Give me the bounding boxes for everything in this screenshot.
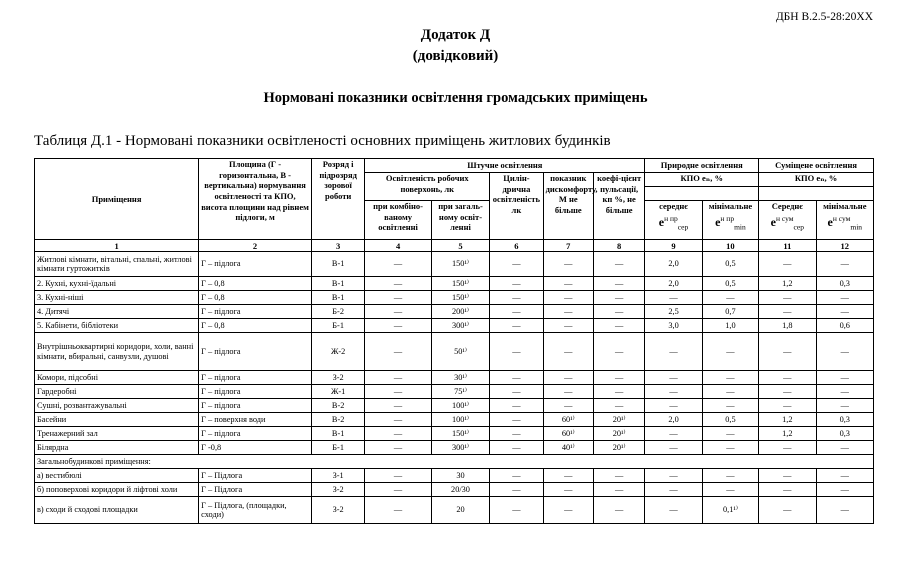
- value-cell: —: [490, 371, 543, 385]
- value-cell: —: [759, 305, 816, 319]
- value-cell: —: [365, 385, 431, 399]
- header-cyl-illum: Цилін-дрична освітленість лк: [490, 173, 543, 240]
- table-row: [35, 319, 874, 333]
- value-cell: —: [645, 371, 702, 385]
- value-cell: —: [490, 427, 543, 441]
- value-cell: —: [645, 291, 702, 305]
- value-cell: 100¹⁾: [431, 413, 489, 427]
- room-name-cell: Житлові кімнати, вітальні, спальні, житлові кімнати гуртожитків: [35, 252, 199, 277]
- value-cell: —: [816, 305, 873, 319]
- value-cell: В-2: [311, 413, 364, 427]
- value-cell: —: [593, 291, 644, 305]
- header-rooms: Приміщення: [35, 159, 199, 240]
- col-number: 8: [593, 240, 644, 252]
- value-cell: —: [365, 483, 431, 497]
- value-cell: —: [645, 483, 702, 497]
- surface-cell: Г – 0,8: [199, 277, 312, 291]
- column-numbers-row: [35, 240, 874, 252]
- value-cell: 20: [431, 497, 489, 524]
- value-cell: —: [593, 333, 644, 371]
- value-cell: 30: [431, 469, 489, 483]
- value-cell: —: [702, 291, 758, 305]
- header-avg-natural: середнє $e^{н пр}_{сер}$: [645, 201, 702, 240]
- value-cell: 150¹⁾: [431, 277, 489, 291]
- value-cell: —: [365, 399, 431, 413]
- value-cell: З-2: [311, 371, 364, 385]
- value-cell: —: [759, 291, 816, 305]
- table-row: [35, 427, 874, 441]
- room-name-cell: Сушні, розвантажувальні: [35, 399, 199, 413]
- value-cell: 3,0: [645, 319, 702, 333]
- surface-cell: Г – поверхня води: [199, 413, 312, 427]
- value-cell: —: [702, 399, 758, 413]
- value-cell: —: [702, 441, 758, 455]
- surface-cell: Г – Підлога: [199, 483, 312, 497]
- surface-cell: Г – 0,8: [199, 291, 312, 305]
- col-number: 12: [816, 240, 873, 252]
- surface-cell: Г – 0,8: [199, 319, 312, 333]
- value-cell: 20¹⁾: [593, 441, 644, 455]
- value-cell: 2,0: [645, 252, 702, 277]
- value-cell: —: [816, 441, 873, 455]
- value-cell: —: [490, 483, 543, 497]
- value-cell: Б-1: [311, 441, 364, 455]
- value-cell: —: [702, 427, 758, 441]
- surface-cell: Г – підлога: [199, 305, 312, 319]
- value-cell: —: [645, 399, 702, 413]
- value-cell: 2,0: [645, 277, 702, 291]
- value-cell: Ж-1: [311, 385, 364, 399]
- table-row: [35, 399, 874, 413]
- value-cell: 200¹⁾: [431, 305, 489, 319]
- value-cell: 1,2: [759, 427, 816, 441]
- value-cell: —: [816, 385, 873, 399]
- col-number: 10: [702, 240, 758, 252]
- surface-cell: Г -0,8: [199, 441, 312, 455]
- value-cell: —: [645, 385, 702, 399]
- header-workplace-illum: Освітленість робочих поверхонь, лк: [365, 173, 490, 201]
- value-cell: —: [365, 441, 431, 455]
- value-cell: 0,7: [702, 305, 758, 319]
- value-cell: —: [490, 319, 543, 333]
- value-cell: —: [645, 333, 702, 371]
- value-cell: —: [759, 483, 816, 497]
- table-row: [35, 497, 874, 524]
- value-cell: —: [490, 333, 543, 371]
- value-cell: —: [543, 305, 593, 319]
- header-combined: Суміщене освітлення: [759, 159, 874, 173]
- value-cell: —: [816, 333, 873, 371]
- header-with-combined: при комбіно-ваному освітленні: [365, 201, 431, 240]
- section-header: Загальнобудинкові приміщення:: [35, 455, 874, 469]
- norms-table: [34, 158, 874, 524]
- value-cell: —: [593, 252, 644, 277]
- value-cell: —: [593, 483, 644, 497]
- value-cell: —: [365, 413, 431, 427]
- value-cell: В-1: [311, 277, 364, 291]
- value-cell: —: [593, 497, 644, 524]
- value-cell: —: [365, 497, 431, 524]
- value-cell: —: [816, 371, 873, 385]
- value-cell: 1,8: [759, 319, 816, 333]
- value-cell: 60¹⁾: [543, 427, 593, 441]
- header-kpo-natural: КПО еₙ, %: [645, 173, 759, 187]
- value-cell: 300¹⁾: [431, 319, 489, 333]
- room-name-cell: Внутрішньоквартирні коридори, холи, ванні кімнати, вбиральні, санвузли, душові: [35, 333, 199, 371]
- value-cell: —: [759, 497, 816, 524]
- room-name-cell: 4. Дитячі: [35, 305, 199, 319]
- value-cell: —: [543, 483, 593, 497]
- value-cell: 75¹⁾: [431, 385, 489, 399]
- value-cell: З-2: [311, 497, 364, 524]
- value-cell: —: [365, 469, 431, 483]
- value-cell: 20¹⁾: [593, 427, 644, 441]
- value-cell: —: [543, 469, 593, 483]
- surface-cell: Г – підлога: [199, 385, 312, 399]
- table-row: [35, 305, 874, 319]
- value-cell: —: [816, 399, 873, 413]
- value-cell: —: [759, 385, 816, 399]
- room-name-cell: Басейни: [35, 413, 199, 427]
- value-cell: —: [645, 441, 702, 455]
- value-cell: —: [645, 427, 702, 441]
- surface-cell: Г – підлога: [199, 333, 312, 371]
- col-number: 11: [759, 240, 816, 252]
- value-cell: —: [702, 371, 758, 385]
- col-number: 5: [431, 240, 489, 252]
- value-cell: —: [543, 252, 593, 277]
- header-category: Розряд і підрозряд зорової роботи: [311, 159, 364, 240]
- value-cell: 0,3: [816, 427, 873, 441]
- value-cell: 1,0: [702, 319, 758, 333]
- surface-cell: Г – підлога: [199, 252, 312, 277]
- col-number: 7: [543, 240, 593, 252]
- value-cell: —: [365, 305, 431, 319]
- value-cell: —: [365, 427, 431, 441]
- table-row: [35, 483, 874, 497]
- surface-cell: Г – Підлога, (площадки, сходи): [199, 497, 312, 524]
- value-cell: Б-1: [311, 319, 364, 333]
- value-cell: В-1: [311, 291, 364, 305]
- value-cell: —: [365, 371, 431, 385]
- value-cell: 30¹⁾: [431, 371, 489, 385]
- value-cell: —: [543, 385, 593, 399]
- value-cell: Ж-2: [311, 333, 364, 371]
- value-cell: —: [365, 319, 431, 333]
- section-header-row: [35, 455, 874, 469]
- col-number: 9: [645, 240, 702, 252]
- value-cell: В-1: [311, 252, 364, 277]
- col-number: 2: [199, 240, 312, 252]
- header-natural: Природне освітлення: [645, 159, 759, 173]
- value-cell: —: [759, 441, 816, 455]
- value-cell: 150¹⁾: [431, 427, 489, 441]
- room-name-cell: а) вестибюлі: [35, 469, 199, 483]
- value-cell: 0,3: [816, 277, 873, 291]
- value-cell: 0,3: [816, 413, 873, 427]
- value-cell: —: [816, 469, 873, 483]
- value-cell: Б-2: [311, 305, 364, 319]
- value-cell: —: [543, 399, 593, 413]
- header-min-natural: мінімальне $e^{н пр}_{min}$: [702, 201, 758, 240]
- value-cell: —: [490, 291, 543, 305]
- value-cell: —: [816, 497, 873, 524]
- col-number: 1: [35, 240, 199, 252]
- col-number: 4: [365, 240, 431, 252]
- value-cell: 60¹⁾: [543, 413, 593, 427]
- value-cell: —: [365, 252, 431, 277]
- value-cell: —: [702, 333, 758, 371]
- table-row: [35, 277, 874, 291]
- value-cell: —: [543, 333, 593, 371]
- table-row: [35, 291, 874, 305]
- value-cell: —: [593, 319, 644, 333]
- value-cell: —: [490, 305, 543, 319]
- table-caption: Таблиця Д.1 - Нормовані показники освітленості основних приміщень житлових будинків: [34, 133, 611, 149]
- header-surface: Площина (Г - горизонтальна, В - вертикальна) нормування освітленості та КПО, висота площини над рівнем підлоги, м: [199, 159, 312, 240]
- value-cell: 0,5: [702, 277, 758, 291]
- value-cell: —: [365, 333, 431, 371]
- value-cell: —: [759, 252, 816, 277]
- table-row: [35, 441, 874, 455]
- document-code: ДБН В.2.5-28:20ХХ: [775, 11, 873, 23]
- value-cell: —: [543, 371, 593, 385]
- room-name-cell: 5. Кабінети, бібліотеки: [35, 319, 199, 333]
- value-cell: 20¹⁾: [593, 413, 644, 427]
- value-cell: —: [365, 277, 431, 291]
- room-name-cell: Білярдна: [35, 441, 199, 455]
- value-cell: —: [759, 371, 816, 385]
- value-cell: —: [490, 469, 543, 483]
- value-cell: 100¹⁾: [431, 399, 489, 413]
- value-cell: 2,5: [645, 305, 702, 319]
- col-number: 3: [311, 240, 364, 252]
- value-cell: —: [645, 497, 702, 524]
- value-cell: —: [759, 469, 816, 483]
- table-row: [35, 333, 874, 371]
- surface-cell: Г – підлога: [199, 427, 312, 441]
- room-name-cell: Гардеробні: [35, 385, 199, 399]
- table-body: [35, 252, 874, 524]
- value-cell: —: [490, 399, 543, 413]
- header-avg-combined: Середнє $e^{н сум}_{сер}$: [759, 201, 816, 240]
- header-pulsation: коефі-цієнт пульсації, кп %, не більше: [593, 173, 644, 240]
- value-cell: 0,5: [702, 413, 758, 427]
- appendix-subtitle: (довідковий): [412, 48, 499, 64]
- value-cell: —: [543, 277, 593, 291]
- surface-cell: Г – підлога: [199, 371, 312, 385]
- header-artificial: Штучне освітлення: [365, 159, 645, 173]
- value-cell: —: [543, 319, 593, 333]
- value-cell: В-2: [311, 399, 364, 413]
- value-cell: —: [816, 252, 873, 277]
- surface-cell: Г – підлога: [199, 399, 312, 413]
- value-cell: —: [365, 291, 431, 305]
- table-row: [35, 252, 874, 277]
- value-cell: —: [490, 413, 543, 427]
- value-cell: —: [759, 333, 816, 371]
- room-name-cell: Тренажерний зал: [35, 427, 199, 441]
- value-cell: 0,6: [816, 319, 873, 333]
- table-row: [35, 371, 874, 385]
- value-cell: З-1: [311, 469, 364, 483]
- value-cell: —: [543, 497, 593, 524]
- value-cell: В-1: [311, 427, 364, 441]
- header-discomfort: показник дискомфорту, М не більше: [543, 173, 593, 240]
- value-cell: —: [702, 385, 758, 399]
- value-cell: —: [593, 305, 644, 319]
- room-name-cell: 3. Кухні-ніші: [35, 291, 199, 305]
- header-min-combined: мінімальне $e^{н сум}_{min}$: [816, 201, 873, 240]
- value-cell: 0,5: [702, 252, 758, 277]
- value-cell: 50¹⁾: [431, 333, 489, 371]
- value-cell: —: [759, 399, 816, 413]
- value-cell: —: [593, 469, 644, 483]
- value-cell: 40¹⁾: [543, 441, 593, 455]
- main-title: Нормовані показники освітлення громадських приміщень: [263, 90, 648, 106]
- value-cell: —: [593, 371, 644, 385]
- room-name-cell: в) сходи й сходові площадки: [35, 497, 199, 524]
- value-cell: —: [702, 483, 758, 497]
- table-row: [35, 385, 874, 399]
- surface-cell: Г – Підлога: [199, 469, 312, 483]
- value-cell: З-2: [311, 483, 364, 497]
- value-cell: 2,0: [645, 413, 702, 427]
- header-kpo-combined: КПО еₙ, %: [759, 173, 874, 187]
- value-cell: 150¹⁾: [431, 252, 489, 277]
- value-cell: —: [816, 291, 873, 305]
- value-cell: —: [593, 399, 644, 413]
- value-cell: 20/30: [431, 483, 489, 497]
- room-name-cell: Комори, підсобні: [35, 371, 199, 385]
- value-cell: 1,2: [759, 413, 816, 427]
- value-cell: —: [593, 385, 644, 399]
- header-with-general: при загаль-ному освіт-ленні: [431, 201, 489, 240]
- value-cell: —: [816, 483, 873, 497]
- value-cell: 300¹⁾: [431, 441, 489, 455]
- value-cell: —: [543, 291, 593, 305]
- value-cell: 0,1¹⁾: [702, 497, 758, 524]
- value-cell: —: [490, 385, 543, 399]
- col-number: 6: [490, 240, 543, 252]
- room-name-cell: 2. Кухні, кухні-їдальні: [35, 277, 199, 291]
- appendix-title: Додаток Д: [420, 27, 491, 43]
- value-cell: —: [702, 469, 758, 483]
- value-cell: 1,2: [759, 277, 816, 291]
- value-cell: —: [490, 277, 543, 291]
- value-cell: —: [490, 497, 543, 524]
- value-cell: 150¹⁾: [431, 291, 489, 305]
- value-cell: —: [593, 277, 644, 291]
- value-cell: —: [645, 469, 702, 483]
- room-name-cell: б) поповерхові коридори й ліфтові холи: [35, 483, 199, 497]
- table-row: [35, 413, 874, 427]
- table-row: [35, 469, 874, 483]
- value-cell: —: [490, 252, 543, 277]
- value-cell: —: [490, 441, 543, 455]
